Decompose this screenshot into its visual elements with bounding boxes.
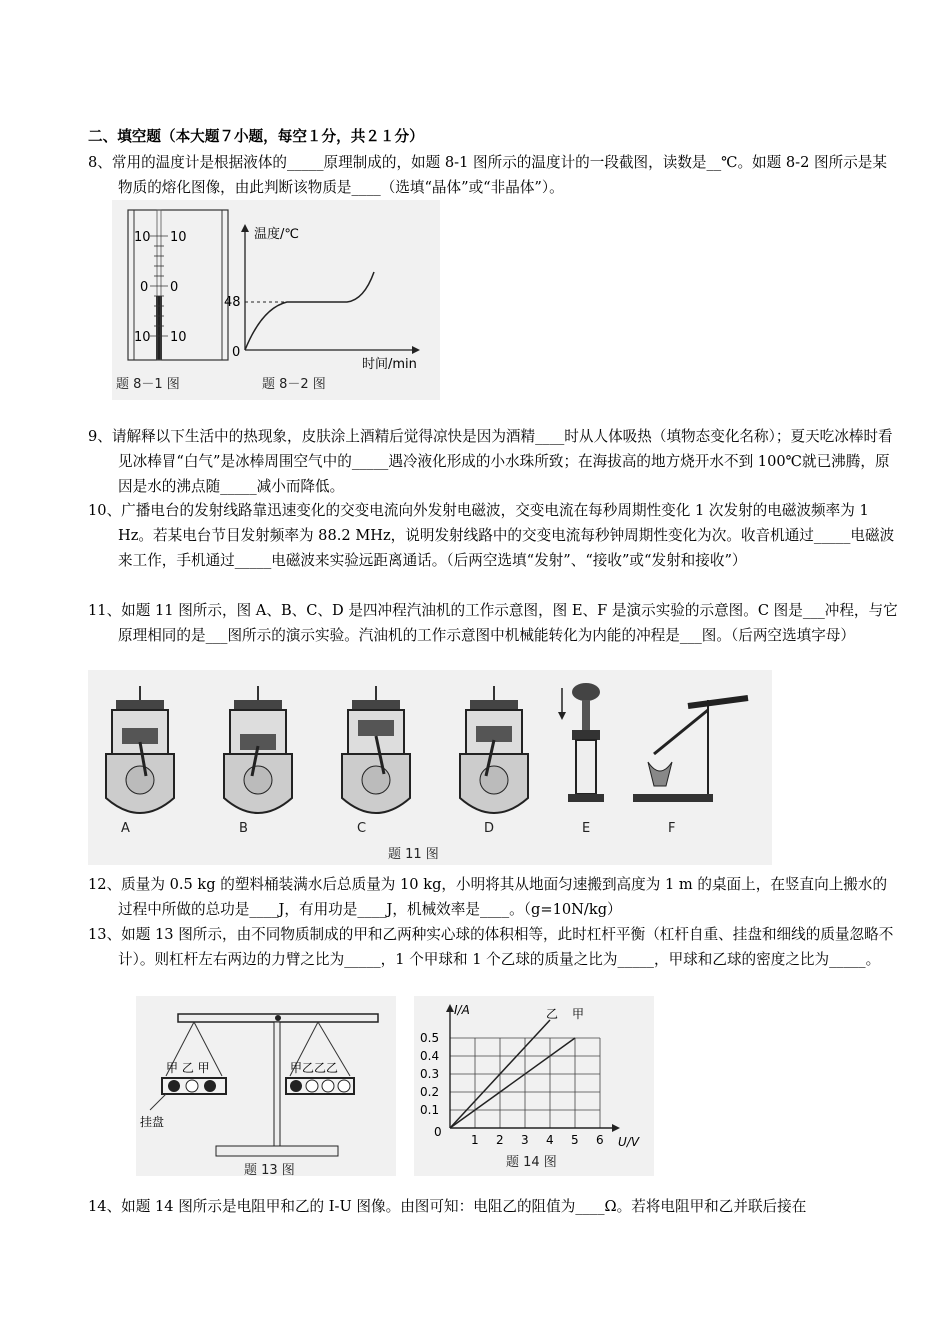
graph-xlabel: 时间/min bbox=[362, 357, 417, 372]
label-b: B bbox=[239, 821, 248, 836]
label-e: E bbox=[582, 821, 591, 836]
question-8: 8、常用的温度计是根据液体的_____原理制成的，如题 8-1 图所示的温度计的一段截图，读数是__℃。如题 8-2 图所示是某物质的熔化图像，由此判断该物质是____（选填“晶体”或“非晶体”）。 bbox=[88, 154, 887, 196]
fig14-caption: 题 14 图 bbox=[506, 1155, 557, 1170]
demo-e-cylinder bbox=[558, 683, 604, 802]
xtick-1: 1 bbox=[471, 1133, 479, 1147]
question-9: 9、请解释以下生活中的热现象，皮肤涂上酒精后觉得凉快是因为酒精____时从人体吸热（填物态变化名称）；夏天吃冰棒时看见冰棒冒“白气”是冰棒周围空气中的_____遇冷液化形成的小水珠所致；在海拔高的地方烧开水不到 100℃就已沸腾，原因是水的沸点随_____减小而降低。 bbox=[88, 428, 893, 495]
ytick-0.3: 0.3 bbox=[420, 1067, 440, 1081]
ytick-0.5: 0.5 bbox=[420, 1031, 440, 1045]
label-d: D bbox=[484, 821, 495, 836]
figure-8-svg bbox=[112, 200, 440, 400]
thermo-label-top-right: 10 bbox=[170, 230, 187, 245]
graph-tick-48: 48 bbox=[224, 295, 241, 310]
graph-origin: 0 bbox=[232, 345, 241, 360]
question-10: 10、广播电台的发射线路靠迅速变化的交变电流向外发射电磁波，交变电流在每秒周期性变化 1 次发射的电磁波频率为 1 Hz。若某电台节目发射频率为 88.2 MHz，说明发射线路中的交变电流每秒钟周期性变化为次。收音机通过_____电磁波来工作，手机通过_____电磁波来实验远距离通话。（后两空选填“发射”、“接收”或“发射和接收”） bbox=[88, 502, 895, 569]
xtick-4: 4 bbox=[546, 1133, 554, 1147]
figure-14-svg bbox=[414, 996, 654, 1176]
fig13-caption: 题 13 图 bbox=[244, 1163, 295, 1176]
figure-14 bbox=[414, 996, 654, 1176]
thermometer bbox=[128, 210, 228, 360]
figure-8 bbox=[112, 200, 440, 400]
left-pan-label: 甲 乙 甲 bbox=[166, 1061, 210, 1075]
graph-ylabel: 温度/℃ bbox=[254, 227, 299, 242]
xtick-3: 3 bbox=[521, 1133, 529, 1147]
engine-a bbox=[106, 686, 174, 813]
thermo-label-top: 10 bbox=[134, 230, 151, 245]
ytick-0.4: 0.4 bbox=[420, 1049, 440, 1063]
figure-11-svg bbox=[88, 670, 772, 865]
origin-label: 0 bbox=[434, 1125, 442, 1139]
label-c: C bbox=[357, 821, 367, 836]
xtick-5: 5 bbox=[571, 1133, 579, 1147]
thermo-label-mid-right: 0 bbox=[170, 280, 179, 295]
section-title: 二、填空题（本大题７小题，每空１分，共２１分） bbox=[88, 128, 424, 145]
question-14: 14、如题 14 图所示是电阻甲和乙的 I-U 图像。由图可知：电阻乙的阻值为____Ω。若将电阻甲和乙并联后接在 bbox=[88, 1198, 807, 1215]
thermo-label-mid: 0 bbox=[140, 280, 149, 295]
figure-13-svg bbox=[136, 996, 396, 1176]
fig11-caption: 题 11 图 bbox=[388, 847, 439, 862]
xtick-2: 2 bbox=[496, 1133, 504, 1147]
engine-d bbox=[460, 686, 528, 813]
fig8-1-caption: 题 8－1 图 bbox=[116, 377, 180, 392]
question-13: 13、如题 13 图所示，由不同物质制成的甲和乙两种实心球的体积相等，此时杠杆平衡（杠杆自重、挂盘和细线的质量忽略不计）。则杠杆左右两边的力臂之比为_____，1 个甲球和 1 个乙球的质量之比为_____，甲球和乙球的密度之比为_____。 bbox=[88, 926, 894, 968]
label-a: A bbox=[121, 821, 130, 836]
line-jia bbox=[450, 1038, 575, 1128]
question-11: 11、如题 11 图所示，图 A、B、C、D 是四冲程汽油机的工作示意图，图 E、F 是演示实验的示意图。C 图是___冲程，与它原理相同的是___图所示的演示实验。汽油机的工作示意图中机械能转化为内能的冲程是___图。（后两空选填字母） bbox=[88, 602, 898, 644]
figure-13 bbox=[136, 996, 396, 1176]
demo-f-testtube bbox=[633, 698, 748, 802]
label-yi: 乙 bbox=[546, 1007, 559, 1021]
melting-graph bbox=[224, 224, 420, 372]
xtick-6: 6 bbox=[596, 1133, 604, 1147]
label-f: F bbox=[668, 821, 676, 836]
fig8-2-caption: 题 8－2 图 bbox=[262, 377, 326, 392]
thermo-label-bottom: 10 bbox=[134, 330, 151, 345]
u-axis-label: U/V bbox=[618, 1135, 640, 1149]
engine-c bbox=[342, 686, 410, 813]
engine-b bbox=[224, 686, 292, 813]
right-pan-label: 甲乙乙乙 bbox=[290, 1061, 339, 1075]
i-axis-label: I/A bbox=[454, 1003, 470, 1017]
pan-label: 挂盘 bbox=[140, 1115, 165, 1129]
ytick-0.1: 0.1 bbox=[420, 1103, 440, 1117]
ytick-0.2: 0.2 bbox=[420, 1085, 440, 1099]
question-12: 12、质量为 0.5 kg 的塑料桶装满水后总质量为 10 kg，小明将其从地面匀速搬到高度为 1 m 的桌面上，在竖直向上搬水的过程中所做的总功是____J，有用功是____J，机械效率是____。（g=10N/kg） bbox=[88, 876, 888, 918]
thermo-label-bottom-right: 10 bbox=[170, 330, 187, 345]
figure-11 bbox=[88, 670, 772, 865]
label-jia: 甲 bbox=[572, 1007, 585, 1021]
